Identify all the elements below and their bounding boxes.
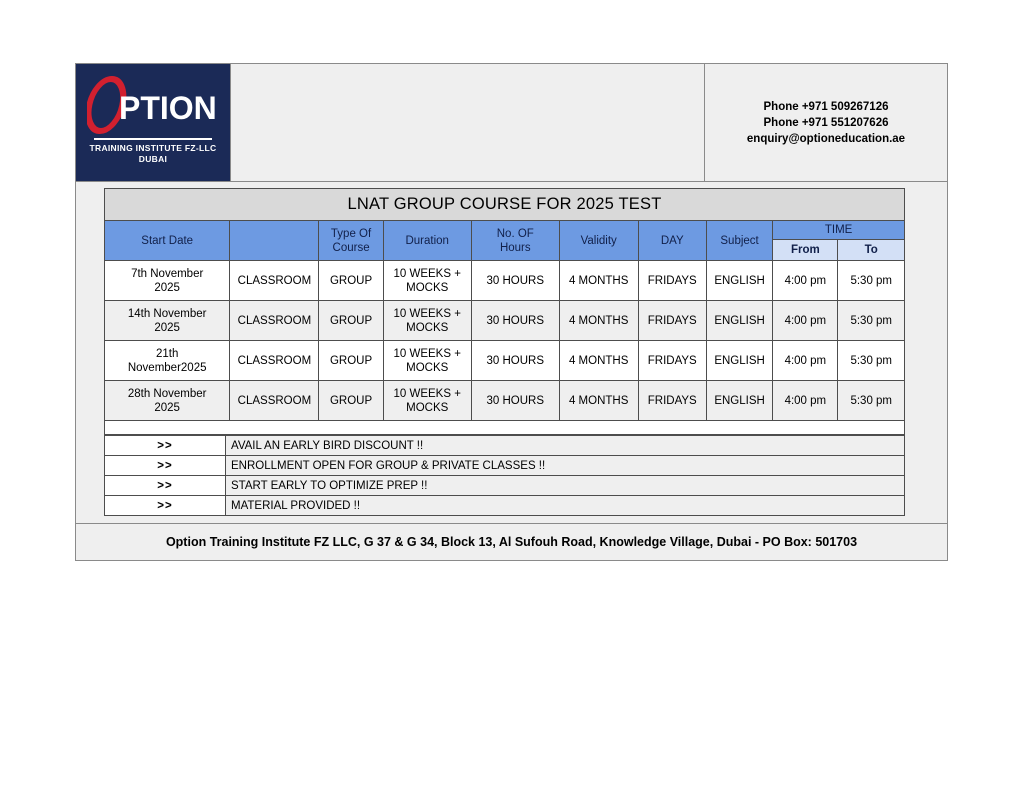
- header-validity: Validity: [559, 221, 638, 261]
- cell-subject: ENGLISH: [706, 261, 772, 301]
- contact-phone-1: Phone +971 509267126: [763, 100, 889, 113]
- table-row: [105, 301, 905, 341]
- header-start-date: Start Date: [105, 221, 230, 261]
- note-row: [105, 456, 905, 476]
- cell-day: FRIDAYS: [638, 381, 706, 421]
- start-date-line2: November2025: [127, 361, 207, 374]
- table-title-row: [105, 189, 905, 221]
- contact-email: enquiry@optioneducation.ae: [746, 132, 906, 145]
- duration-line2: MOCKS: [406, 361, 449, 374]
- cell-time-to: 5:30 pm: [838, 261, 905, 301]
- start-date-line2: 2025: [154, 321, 180, 334]
- contact-phone-2: Phone +971 551207626: [763, 116, 889, 129]
- brand-logo: [76, 78, 230, 165]
- header-day: DAY: [638, 221, 706, 261]
- cell-validity: 4 MONTHS: [559, 381, 638, 421]
- header-subject: Subject: [706, 221, 772, 261]
- cell-subject: ENGLISH: [706, 381, 772, 421]
- start-date-line1: 28th November: [127, 387, 207, 400]
- cell-time-to: 5:30 pm: [838, 381, 905, 421]
- spacer-cell: [105, 421, 905, 435]
- notes-table: [104, 435, 905, 516]
- cell-type: GROUP: [319, 261, 383, 301]
- cell-time-to: 5:30 pm: [838, 341, 905, 381]
- contact-block: [705, 64, 947, 181]
- header-duration: Duration: [383, 221, 471, 261]
- cell-day: FRIDAYS: [638, 341, 706, 381]
- table-header-row-1: [105, 221, 905, 240]
- cell-subject: ENGLISH: [706, 301, 772, 341]
- cell-validity: 4 MONTHS: [559, 341, 638, 381]
- cell-validity: 4 MONTHS: [559, 261, 638, 301]
- cell-time-from: 4:00 pm: [773, 301, 838, 341]
- cell-hours: 30 HOURS: [471, 381, 559, 421]
- note-text: MATERIAL PROVIDED !!: [226, 496, 905, 516]
- cell-type: GROUP: [319, 381, 383, 421]
- table-title: LNAT GROUP COURSE FOR 2025 TEST: [105, 189, 905, 221]
- table-row: [105, 261, 905, 301]
- cell-mode: CLASSROOM: [230, 261, 319, 301]
- note-text: ENROLLMENT OPEN FOR GROUP & PRIVATE CLASSES !!: [226, 456, 905, 476]
- duration-line1: 10 WEEKS +: [393, 307, 461, 320]
- cell-time-to: 5:30 pm: [838, 301, 905, 341]
- cell-time-from: 4:00 pm: [773, 261, 838, 301]
- logo-mark: [79, 78, 227, 136]
- note-marker: >>: [105, 496, 226, 516]
- logo-wordmark: PTION: [119, 90, 217, 126]
- masthead: [76, 64, 947, 182]
- start-date-line2: 2025: [154, 281, 180, 294]
- note-row: [105, 476, 905, 496]
- cell-time-from: 4:00 pm: [773, 341, 838, 381]
- header-no-of-hours: [471, 221, 559, 261]
- table-row: [105, 381, 905, 421]
- start-date-line1: 7th November: [131, 267, 204, 280]
- note-row: [105, 496, 905, 516]
- header-no-of-hours-line1: No. OF: [496, 227, 534, 240]
- note-marker: >>: [105, 476, 226, 496]
- cell-start-date: [105, 261, 230, 301]
- logo-subtitle-line1: TRAINING INSTITUTE FZ-LLC: [89, 143, 217, 153]
- cell-type: GROUP: [319, 301, 383, 341]
- footer-band: [76, 523, 947, 560]
- cell-day: FRIDAYS: [638, 261, 706, 301]
- duration-line2: MOCKS: [406, 281, 449, 294]
- note-text: START EARLY TO OPTIMIZE PREP !!: [226, 476, 905, 496]
- cell-hours: 30 HOURS: [471, 301, 559, 341]
- duration-line1: 10 WEEKS +: [393, 387, 461, 400]
- cell-type: GROUP: [319, 341, 383, 381]
- note-marker: >>: [105, 436, 226, 456]
- note-text: AVAIL AN EARLY BIRD DISCOUNT !!: [226, 436, 905, 456]
- header-time-from: From: [773, 239, 838, 260]
- header-type-of-course-line2: Course: [332, 241, 370, 254]
- table-row: [105, 341, 905, 381]
- cell-mode: CLASSROOM: [230, 341, 319, 381]
- cell-duration: [383, 381, 471, 421]
- header-type-of-course-line1: Type Of: [330, 227, 372, 240]
- cell-mode: CLASSROOM: [230, 381, 319, 421]
- header-time: TIME: [773, 221, 905, 240]
- header-time-to: To: [838, 239, 905, 260]
- cell-hours: 30 HOURS: [471, 341, 559, 381]
- footer-address: Option Training Institute FZ LLC, G 37 & G 34, Block 13, Al Sufouh Road, Knowledge Village, Dubai - PO Box: 501703: [165, 535, 858, 549]
- masthead-spacer: [231, 64, 705, 181]
- start-date-line2: 2025: [154, 401, 180, 414]
- cell-validity: 4 MONTHS: [559, 301, 638, 341]
- note-marker: >>: [105, 456, 226, 476]
- logo-cell: [76, 64, 231, 181]
- duration-line1: 10 WEEKS +: [393, 267, 461, 280]
- document-sheet: [75, 63, 948, 561]
- duration-line1: 10 WEEKS +: [393, 347, 461, 360]
- header-mode: [230, 221, 319, 261]
- table-spacer-row: [105, 421, 905, 435]
- cell-duration: [383, 301, 471, 341]
- note-row: [105, 436, 905, 456]
- cell-hours: 30 HOURS: [471, 261, 559, 301]
- course-schedule-table: [104, 188, 905, 435]
- start-date-line1: 14th November: [127, 307, 207, 320]
- cell-mode: CLASSROOM: [230, 301, 319, 341]
- cell-subject: ENGLISH: [706, 341, 772, 381]
- cell-duration: [383, 341, 471, 381]
- header-type-of-course: [319, 221, 383, 261]
- start-date-line1: 21th: [155, 347, 179, 360]
- cell-time-from: 4:00 pm: [773, 381, 838, 421]
- cell-start-date: [105, 301, 230, 341]
- cell-start-date: [105, 381, 230, 421]
- table-holder: [104, 188, 905, 516]
- logo-divider: [94, 138, 212, 140]
- cell-duration: [383, 261, 471, 301]
- duration-line2: MOCKS: [406, 321, 449, 334]
- body-region: [76, 182, 947, 560]
- logo-subtitle-line2: DUBAI: [138, 154, 168, 164]
- duration-line2: MOCKS: [406, 401, 449, 414]
- cell-start-date: [105, 341, 230, 381]
- cell-day: FRIDAYS: [638, 301, 706, 341]
- header-no-of-hours-line2: Hours: [499, 241, 531, 254]
